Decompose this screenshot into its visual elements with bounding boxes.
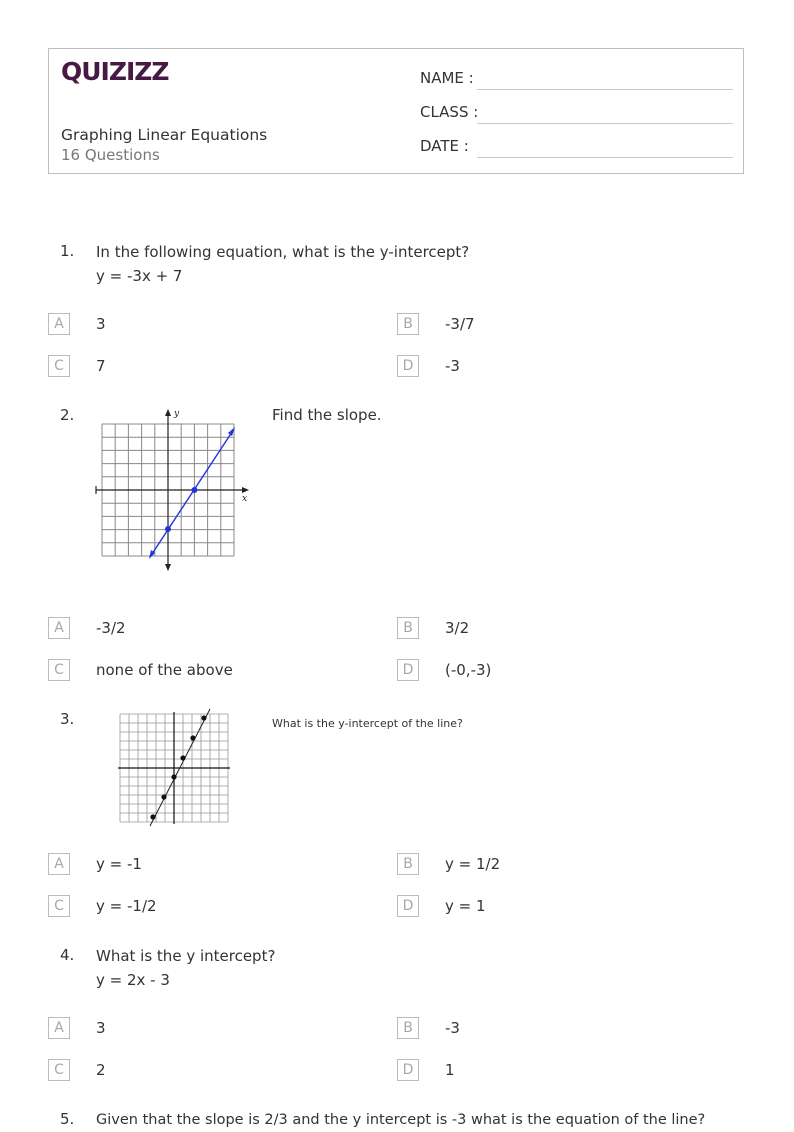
option-text[interactable]: 1 [445,1061,455,1079]
question-text [96,240,469,288]
class-label: CLASS : [420,103,479,121]
option-text[interactable]: none of the above [96,661,233,679]
option-letter-box[interactable]: D [397,895,419,917]
option-text[interactable]: y = -1/2 [96,897,157,915]
option-text[interactable]: 3/2 [445,619,470,637]
question-line: In the following equation, what is the y-intercept? [96,243,470,261]
option-text[interactable]: y = 1 [445,897,486,915]
date-line[interactable] [477,157,733,158]
date-label: DATE : [420,137,469,155]
option-letter-box[interactable]: B [397,313,419,335]
option-text[interactable]: y = 1/2 [445,855,501,873]
option-letter-box[interactable]: A [48,617,70,639]
option-text[interactable]: 3 [96,315,106,333]
y-axis-arrow-up [165,409,171,416]
option-letter-box[interactable]: A [48,313,70,335]
question-line: What is the y intercept? [96,947,276,965]
graph-q3 [114,706,234,828]
graph-point [191,487,197,493]
option-text[interactable]: -3/7 [445,315,475,333]
graph-line [150,429,234,557]
option-letter-box[interactable]: A [48,1017,70,1039]
question-text: Given that the slope is 2/3 and the y intercept is -3 what is the equation of the line? [96,1112,706,1128]
option-letter-box[interactable]: B [397,853,419,875]
graph-point [201,715,206,720]
graph-point [165,526,171,532]
question-text [96,944,275,992]
question-number: 2. [60,406,75,424]
option-text[interactable]: -3 [445,1019,460,1037]
option-letter-box[interactable]: B [397,617,419,639]
option-letter-box[interactable]: C [48,895,70,917]
x-axis-label: x [242,494,248,504]
option-letter-box[interactable]: A [48,853,70,875]
option-letter-box[interactable]: C [48,1059,70,1081]
question-number: 3. [60,710,75,728]
option-text[interactable]: -3/2 [96,619,126,637]
graph-point [180,755,185,760]
question-number: 5. [60,1110,75,1128]
option-letter-box[interactable]: C [48,355,70,377]
worksheet-title: Graphing Linear Equations [61,126,268,144]
graph-point [171,774,176,779]
graph-point [190,735,195,740]
graph-q2 [94,406,254,572]
quizizz-logo: QUIZIZZ [61,57,169,86]
question-line: y = 2x - 3 [96,971,170,989]
name-label: NAME : [420,69,474,87]
y-axis-arrow-down [165,564,171,571]
option-text[interactable]: 7 [96,357,106,375]
option-text[interactable]: y = -1 [96,855,142,873]
option-text[interactable]: -3 [445,357,460,375]
option-text[interactable]: 2 [96,1061,106,1079]
option-letter-box[interactable]: D [397,659,419,681]
name-line[interactable] [477,89,733,90]
axes [96,412,246,568]
x-axis-arrow [242,487,249,493]
graph-point [150,814,155,819]
y-axis-label: y [174,409,180,419]
option-text[interactable]: 3 [96,1019,106,1037]
option-letter-box[interactable]: D [397,1059,419,1081]
axes [118,712,230,824]
option-text[interactable]: (-0,-3) [445,661,492,679]
option-letter-box[interactable]: C [48,659,70,681]
option-letter-box[interactable]: B [397,1017,419,1039]
question-text: What is the y-intercept of the line? [272,717,463,730]
worksheet-header [48,48,744,174]
question-number: 4. [60,946,75,964]
question-count: 16 Questions [61,146,160,164]
class-line[interactable] [477,123,733,124]
question-text: Find the slope. [272,406,382,424]
graph-point [161,794,166,799]
question-number: 1. [60,242,75,260]
question-line: y = -3x + 7 [96,267,183,285]
option-letter-box[interactable]: D [397,355,419,377]
